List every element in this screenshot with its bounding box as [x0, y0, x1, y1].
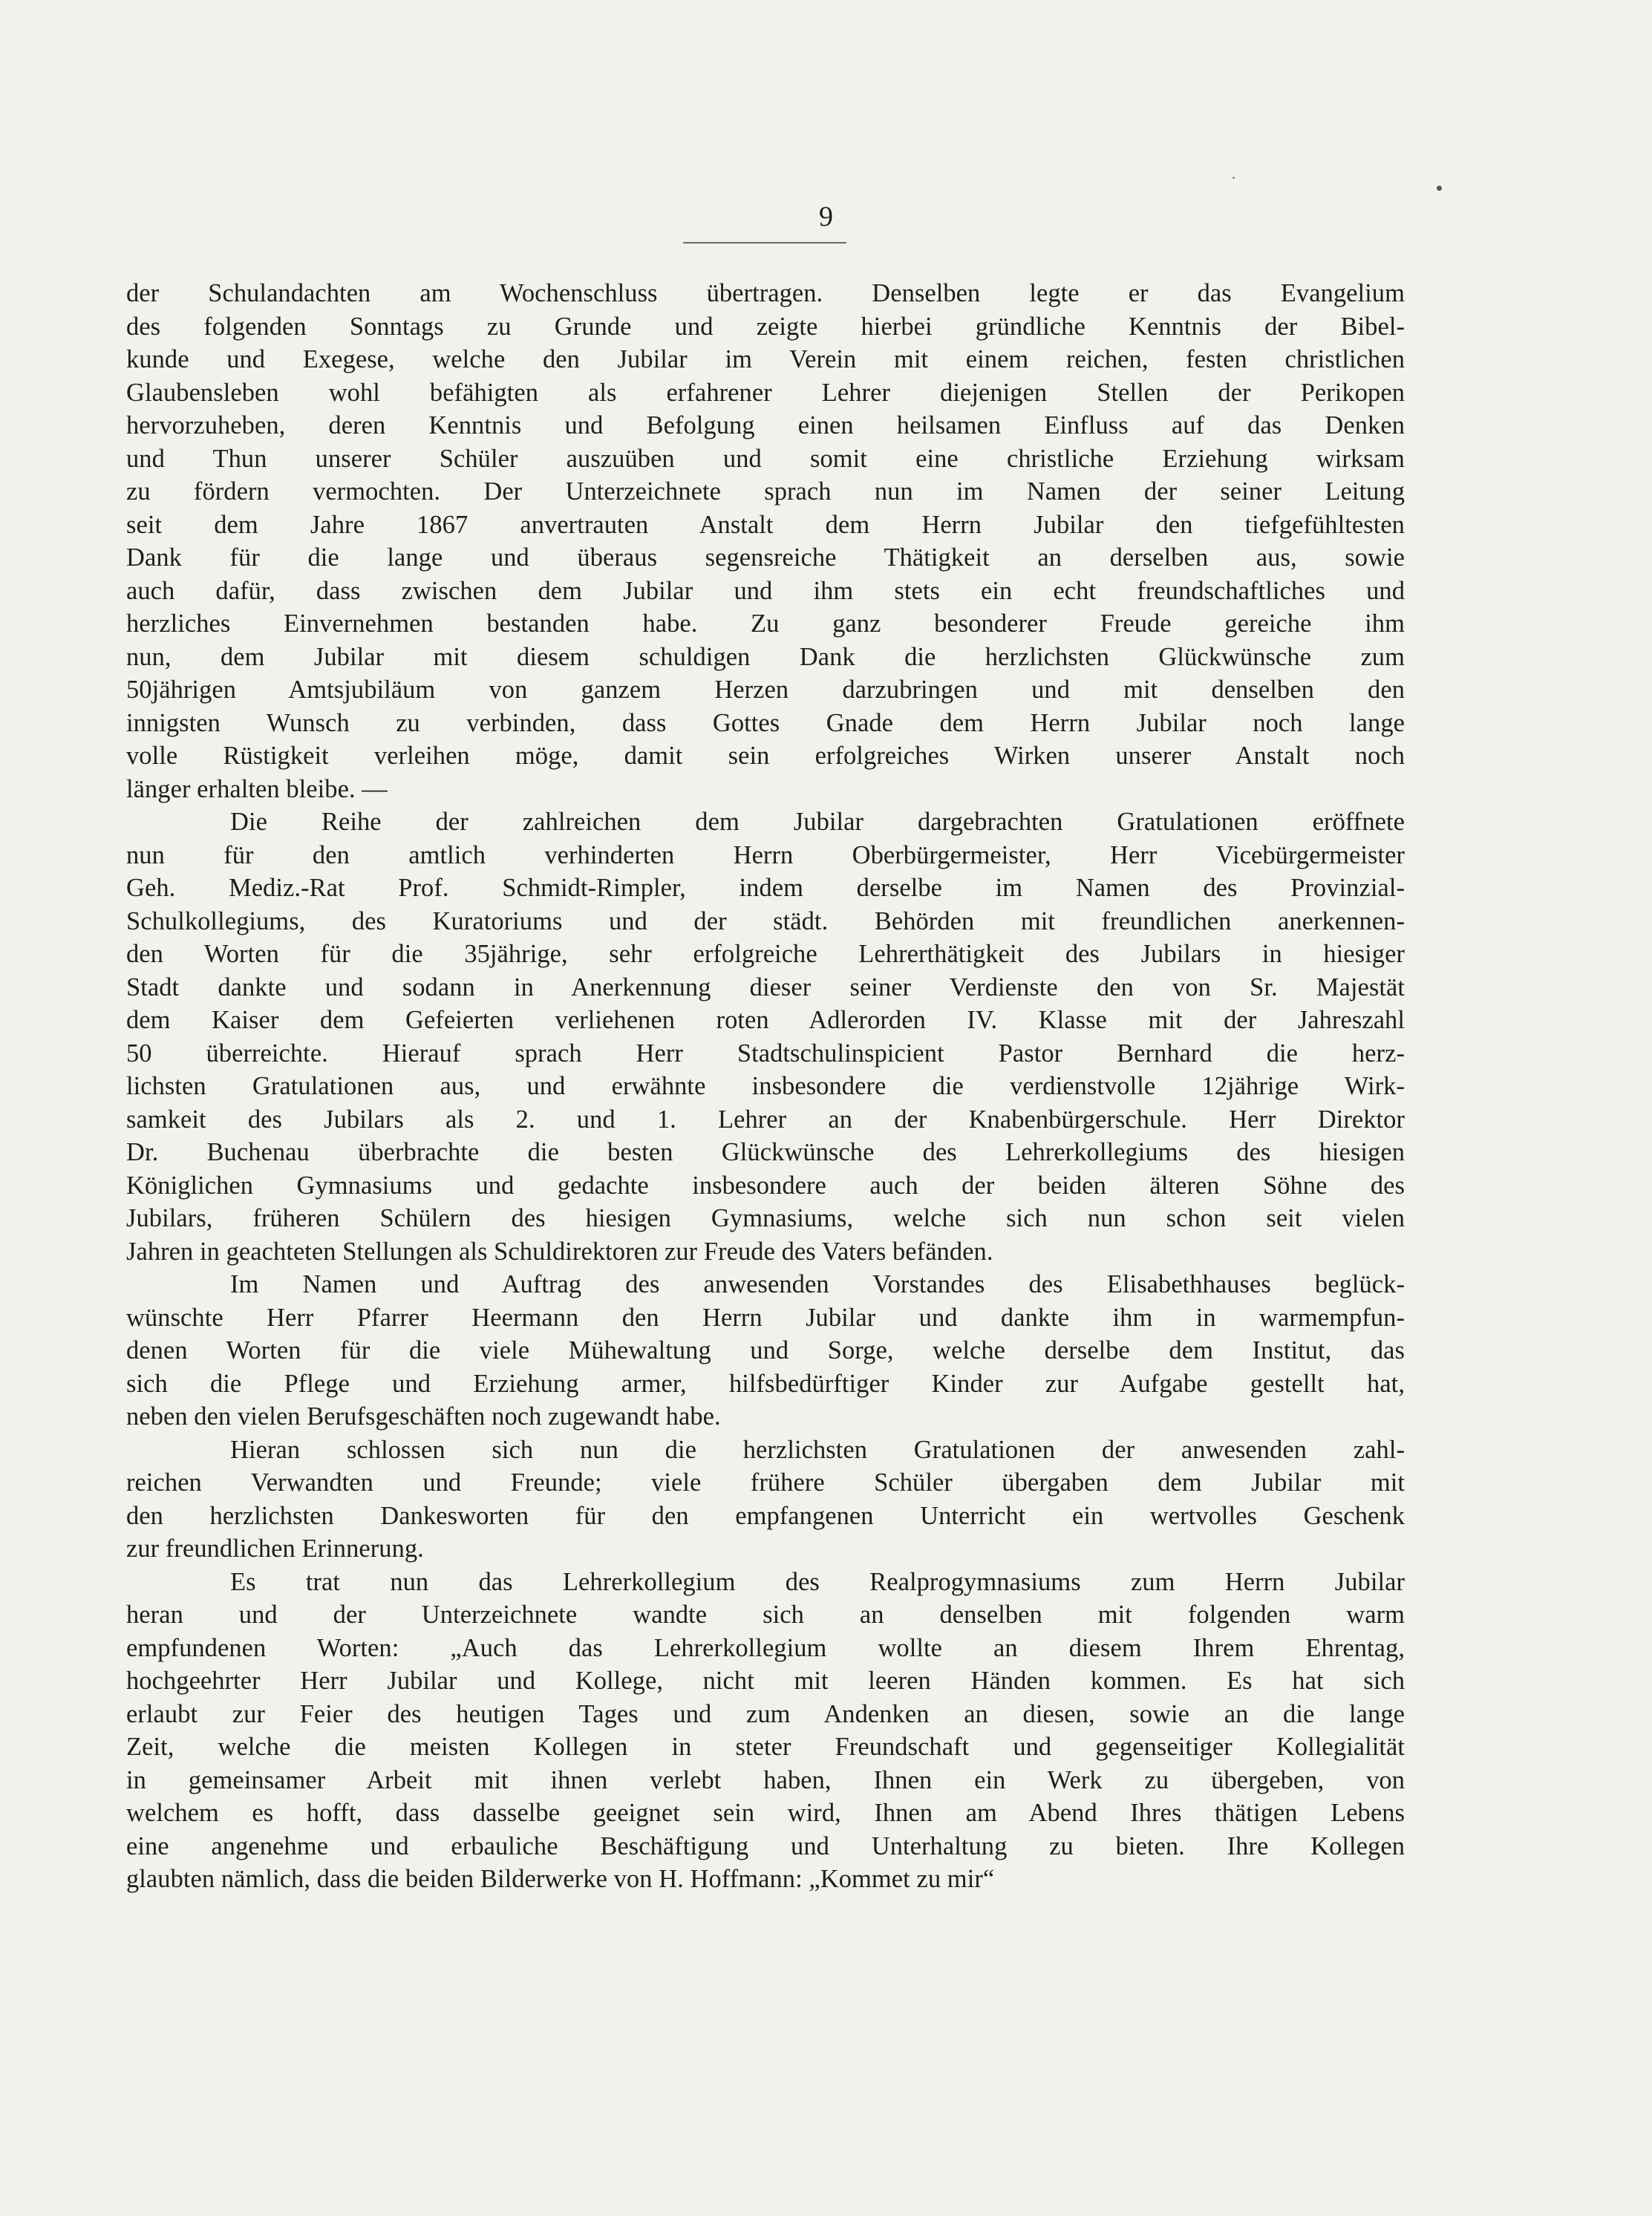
text-line: zur freundlichen Erinnerung.: [126, 1534, 424, 1563]
text-line: innigsten Wunsch zu verbinden, dass Gottes Gnade dem Herrn Jubilar noch lange: [126, 708, 1405, 737]
text-line: Die Reihe der zahlreichen dem Jubilar dargebrachten Gratulationen eröffnete: [230, 808, 1405, 836]
text-line: 50 überreichte. Hierauf sprach Herr Stadtschulinspicient Pastor Bernhard die herz-: [126, 1039, 1405, 1068]
paragraph-3: [126, 1268, 1405, 1434]
text-line: heran und der Unterzeichnete wandte sich an denselben mit folgenden warm: [126, 1601, 1405, 1629]
text-line: nun, dem Jubilar mit diesem schuldigen Dank die herzlichsten Glückwünsche zum: [126, 642, 1405, 671]
text-line: denen Worten für die viele Mühewaltung und Sorge, welche derselbe dem Institut, das: [126, 1336, 1405, 1364]
text-line: welchem es hofft, dass dasselbe geeignet sein wird, Ihnen am Abend Ihres thätigen Lebens: [126, 1799, 1405, 1827]
text-line: der Schulandachten am Wochenschluss übertragen. Denselben legte er das Evangelium: [126, 279, 1405, 307]
text-line: des folgenden Sonntags zu Grunde und zeigte hierbei gründliche Kenntnis der Bibel-: [126, 312, 1405, 341]
text-line: eine angenehme und erbauliche Beschäftigung und Unterhaltung zu bieten. Ihre Kollegen: [126, 1831, 1405, 1860]
text-line: Glaubensleben wohl befähigten als erfahrener Lehrer diejenigen Stellen der Perikopen: [126, 378, 1405, 407]
text-line: empfundenen Worten: „Auch das Lehrerkollegium wollte an diesem Ihrem Ehrentag,: [126, 1633, 1405, 1662]
text-line: neben den vielen Berufsgeschäften noch zugewandt habe.: [126, 1402, 721, 1431]
paragraph-1: [126, 277, 1405, 805]
paragraph-2: [126, 805, 1405, 1268]
text-line: Zeit, welche die meisten Kollegen in steter Freundschaft und gegenseitiger Kollegialität: [126, 1733, 1405, 1761]
text-line: samkeit des Jubilars als 2. und 1. Lehrer an der Knabenbürgerschule. Herr Direktor: [126, 1105, 1405, 1134]
text-line: Es trat nun das Lehrerkollegium des Realprogymnasiums zum Herrn Jubilar: [230, 1567, 1405, 1596]
header-rule: [683, 242, 846, 244]
scan-speck: [1437, 186, 1442, 191]
text-line: den herzlichsten Dankesworten für den empfangenen Unterricht ein wertvolles Geschenk: [126, 1501, 1405, 1530]
body-text: [126, 277, 1405, 1896]
text-line: Dr. Buchenau überbrachte die besten Glückwünsche des Lehrerkollegiums des hiesigen: [126, 1138, 1405, 1166]
text-line: Hieran schlossen sich nun die herzlichsten Gratulationen der anwesenden zahl-: [230, 1435, 1405, 1464]
text-line: dem Kaiser dem Gefeierten verliehenen roten Adlerorden IV. Klasse mit der Jahreszahl: [126, 1006, 1405, 1034]
text-line: Stadt dankte und sodann in Anerkennung dieser seiner Verdienste den von Sr. Majestät: [126, 973, 1405, 1001]
page-number: 9: [819, 201, 833, 232]
paragraph-5: [126, 1566, 1405, 1896]
text-line: herzliches Einvernehmen bestanden habe. Zu ganz besonderer Freude gereiche ihm: [126, 609, 1405, 638]
text-line: Schulkollegiums, des Kuratoriums und der städt. Behörden mit freundlichen anerkennen-: [126, 906, 1405, 935]
text-line: und Thun unserer Schüler auszuüben und somit eine christliche Erziehung wirksam: [126, 444, 1405, 473]
text-line: hervorzuheben, deren Kenntnis und Befolgung einen heilsamen Einfluss auf das Denken: [126, 411, 1405, 439]
text-line: seit dem Jahre 1867 anvertrauten Anstalt dem Herrn Jubilar den tiefgefühltesten: [126, 510, 1405, 539]
text-line: Königlichen Gymnasiums und gedachte insbesondere auch der beiden älteren Söhne des: [126, 1171, 1405, 1200]
text-line: sich die Pflege und Erziehung armer, hilfsbedürftiger Kinder zur Aufgabe gestellt hat,: [126, 1369, 1405, 1398]
text-line: auch dafür, dass zwischen dem Jubilar und ihm stets ein echt freundschaftliches und: [126, 576, 1405, 605]
text-line: hochgeehrter Herr Jubilar und Kollege, nicht mit leeren Händen kommen. Es hat sich: [126, 1667, 1405, 1695]
text-line: länger erhalten bleibe. —: [126, 774, 388, 803]
text-line: zu fördern vermochten. Der Unterzeichnete sprach nun im Namen der seiner Leitung: [126, 477, 1405, 506]
text-line: reichen Verwandten und Freunde; viele frühere Schüler übergaben dem Jubilar mit: [126, 1468, 1405, 1497]
text-line: 50jährigen Amtsjubiläum von ganzem Herzen darzubringen und mit denselben den: [126, 676, 1405, 704]
text-line: lichsten Gratulationen aus, und erwähnte insbesondere die verdienstvolle 12jährige Wirk-: [126, 1072, 1405, 1100]
text-line: Jubilars, früheren Schülern des hiesigen Gymnasiums, welche sich nun schon seit vielen: [126, 1204, 1405, 1232]
text-line: Dank für die lange und überaus segensreiche Thätigkeit an derselben aus, sowie: [126, 543, 1405, 572]
text-line: Jahren in geachteten Stellungen als Schuldirektoren zur Freude des Vaters befänden.: [126, 1237, 993, 1266]
scan-speck: [1233, 177, 1235, 179]
text-line: glaubten nämlich, dass die beiden Bilderwerke von H. Hoffmann: „Kommet zu mir“: [126, 1865, 995, 1893]
text-line: nun für den amtlich verhinderten Herrn Oberbürgermeister, Herr Vicebürgermeister: [126, 840, 1405, 869]
text-line: Im Namen und Auftrag des anwesenden Vorstandes des Elisabethhauses beglück-: [230, 1270, 1405, 1298]
paragraph-4: [126, 1434, 1405, 1566]
text-line: erlaubt zur Feier des heutigen Tages und zum Andenken an diesen, sowie an die lange: [126, 1699, 1405, 1728]
text-line: Geh. Mediz.-Rat Prof. Schmidt-Rimpler, indem derselbe im Namen des Provinzial-: [126, 874, 1405, 902]
text-line: wünschte Herr Pfarrer Heermann den Herrn Jubilar und dankte ihm in warmempfun-: [126, 1303, 1405, 1332]
text-line: volle Rüstigkeit verleihen möge, damit sein erfolgreiches Wirken unserer Anstalt noch: [126, 742, 1405, 770]
text-line: in gemeinsamer Arbeit mit ihnen verlebt haben, Ihnen ein Werk zu übergeben, von: [126, 1765, 1405, 1794]
text-line: kunde und Exegese, welche den Jubilar im Verein mit einem reichen, festen christlichen: [126, 345, 1405, 373]
text-line: den Worten für die 35jährige, sehr erfolgreiche Lehrerthätigkeit des Jubilars in hiesiger: [126, 940, 1405, 968]
